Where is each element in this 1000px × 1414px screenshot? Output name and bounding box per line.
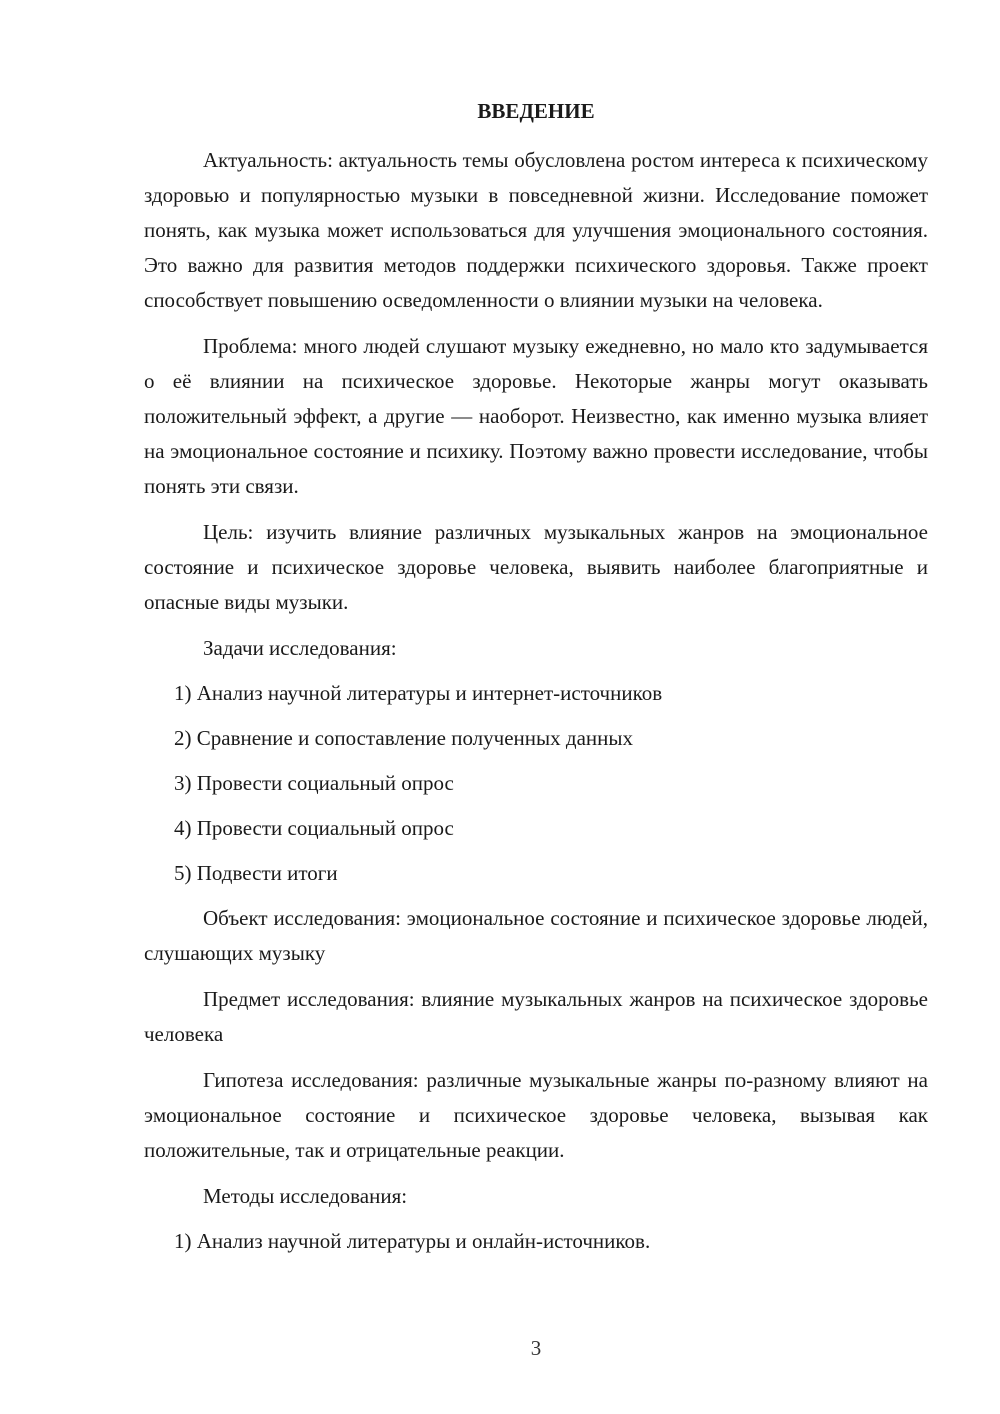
tasks-list <box>144 676 928 891</box>
methods-label: Методы исследования: <box>203 1184 408 1208</box>
task-item: 1) Анализ научной литературы и интернет-источников <box>174 681 663 705</box>
document-body <box>144 143 928 1269</box>
methods-list <box>144 1224 928 1259</box>
problem-paragraph: Проблема: много людей слушают музыку ежедневно, но мало кто задумывается о её влиянии на психическое здоровье. Некоторые жанры могут оказывать положительный эффект, а другие — наоборот. Неизвестно, как именно музыка влияет на эмоциональное состояние и психику. Поэтому важно провести исследование, чтобы понять эти связи. <box>144 334 928 498</box>
method-item: 1) Анализ научной литературы и онлайн-источников. <box>174 1229 651 1253</box>
page-number: 3 <box>530 1336 542 1360</box>
relevance-paragraph: Актуальность: актуальность темы обусловлена ростом интереса к психическому здоровью и популярностью музыки в повседневной жизни. Исследование поможет понять, как музыка может использоваться для улучшения эмоционального состояния. Это важно для развития методов поддержки психического здоровья. Также проект способствует повышению осведомленности о влиянии музыки на человека. <box>144 148 928 312</box>
task-item: 2) Сравнение и сопоставление полученных данных <box>174 726 633 750</box>
tasks-label: Задачи исследования: <box>203 636 397 660</box>
subject-paragraph: Предмет исследования: влияние музыкальных жанров на психическое здоровье человека <box>144 987 928 1046</box>
hypothesis-paragraph: Гипотеза исследования: различные музыкальные жанры по-разному влияют на эмоциональное состояние и психическое здоровье человека, вызывая как положительные, так и отрицательные реакции. <box>144 1068 928 1162</box>
page-title: ВВЕДЕНИЕ <box>477 99 595 123</box>
task-item: 5) Подвести итоги <box>174 861 338 885</box>
object-paragraph: Объект исследования: эмоциональное состояние и психическое здоровье людей, слушающих музыку <box>144 906 928 965</box>
task-item: 4) Провести социальный опрос <box>174 816 454 840</box>
task-item: 3) Провести социальный опрос <box>174 771 454 795</box>
goal-paragraph: Цель: изучить влияние различных музыкальных жанров на эмоциональное состояние и психическое здоровье человека, выявить наиболее благоприятные и опасные виды музыки. <box>144 520 928 614</box>
